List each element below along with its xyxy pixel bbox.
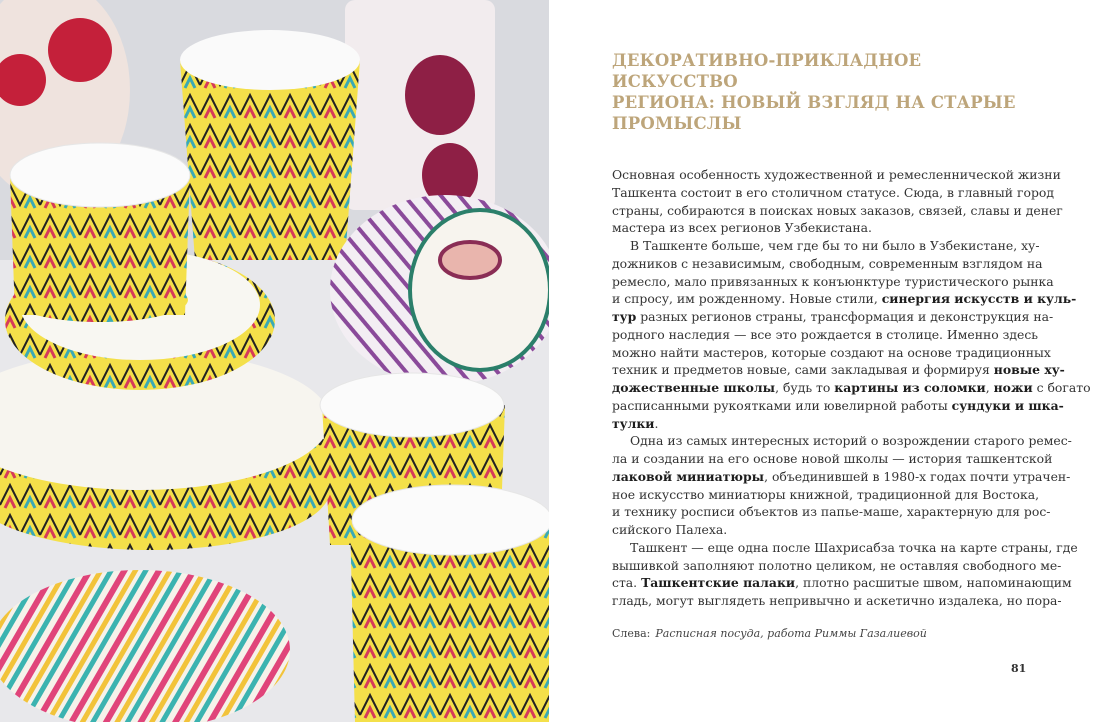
text-line bbox=[612, 521, 1020, 539]
title-line: РЕГИОНА: НОВЫЙ ВЗГЛЯД НА СТАРЫЕ bbox=[612, 93, 1016, 112]
text-line bbox=[612, 468, 1071, 486]
text-line bbox=[612, 344, 1051, 362]
text-line bbox=[612, 237, 1040, 255]
text-run: . bbox=[654, 415, 659, 431]
text-run: разных регионов страны, трансформация и деконструкция на- bbox=[636, 309, 1054, 324]
caption-label: Слева: bbox=[612, 627, 651, 640]
text-run: страны, собираются в поисках новых заказов, связей, славы и денег bbox=[612, 202, 1063, 218]
text-run: сийского Палеха. bbox=[612, 522, 728, 537]
text-line bbox=[612, 379, 1091, 397]
text-run: ста. bbox=[612, 575, 642, 591]
text-line bbox=[612, 166, 1061, 184]
text-run: гладь, могут выглядеть непривычно и аскетично издалека, но пора- bbox=[612, 593, 1062, 608]
text-line bbox=[612, 592, 1062, 610]
section-title bbox=[612, 50, 1032, 134]
bold-term: сундуки и шка- bbox=[951, 397, 1064, 413]
text-run: Ташкент — еще одна после Шахрисабза точка на карте страны, где bbox=[630, 539, 1078, 555]
text-line bbox=[612, 219, 1020, 237]
text-run: Основная особенность художественной и ремесленнической жизни bbox=[612, 167, 1061, 182]
text-line bbox=[612, 503, 1051, 521]
text-run: В Ташкенте больше, чем где бы то ни было в Узбекистане, ху- bbox=[630, 238, 1040, 253]
text-run: родного наследия — все это рождается в столице. Именно здесь bbox=[612, 326, 1039, 342]
text-run: ремесло, мало привязанных к конъюнктуре туристического рынка bbox=[612, 273, 1054, 289]
text-line bbox=[612, 415, 1020, 433]
photo-painted-tableware bbox=[0, 0, 549, 722]
text-line bbox=[612, 397, 1064, 415]
caption-text: Расписная посуда, работа Риммы Газалиевой bbox=[655, 627, 927, 640]
text-line bbox=[612, 326, 1039, 344]
text-line bbox=[612, 486, 1040, 504]
page-number: 81 bbox=[1011, 662, 1027, 675]
text-run: ное искусство миниатюры книжной, традиционной для Востока, bbox=[612, 486, 1040, 502]
text-run: и спросу, им рожденному. Новые стили, bbox=[612, 291, 882, 307]
text-run: с богато bbox=[1032, 380, 1091, 395]
bold-term: картины из соломки bbox=[834, 380, 986, 395]
text-run: вышивкой заполняют полотно целиком, не оставляя свободного ме- bbox=[612, 557, 1062, 573]
tableware-illustration bbox=[0, 0, 549, 722]
bold-term: новые ху- bbox=[993, 362, 1065, 378]
text-run: можно найти мастеров, которые создают на основе традиционных bbox=[612, 344, 1051, 360]
title-line: ДЕКОРАТИВНО-ПРИКЛАДНОЕ ИСКУССТВО bbox=[612, 51, 922, 91]
text-run: , объединившей в 1980-х годах почти утрачен- bbox=[764, 468, 1071, 484]
text-run: дожников с независимым, свободным, современным взглядом на bbox=[612, 255, 1043, 271]
text-line bbox=[612, 290, 1077, 308]
text-line bbox=[612, 202, 1063, 220]
text-line bbox=[612, 273, 1054, 291]
text-run: , будь то bbox=[775, 380, 835, 395]
text-run: , bbox=[985, 380, 994, 395]
bold-term: ножи bbox=[993, 380, 1033, 395]
text-line bbox=[612, 255, 1043, 273]
text-run: Одна из самых интересных историй о возрождении старого ремес- bbox=[630, 433, 1072, 449]
text-line bbox=[612, 432, 1072, 450]
text-line bbox=[612, 308, 1054, 326]
text-line bbox=[612, 184, 1054, 202]
text-run: расписанными рукоятками или ювелирной работы bbox=[612, 397, 952, 413]
text-line bbox=[612, 557, 1062, 575]
bold-term: тур bbox=[612, 309, 637, 324]
text-run: Ташкента состоит в его столичном статусе. Сюда, в главный город bbox=[612, 184, 1054, 200]
bold-term: тулки bbox=[612, 415, 655, 431]
text-run: , плотно расшитые швом, напоминающим bbox=[795, 575, 1072, 591]
text-line bbox=[612, 361, 1065, 379]
title-line: ПРОМЫСЛЫ bbox=[612, 114, 742, 133]
bold-term: лаковой миниатюры bbox=[612, 468, 765, 484]
book-page bbox=[549, 0, 1100, 722]
photo-caption bbox=[612, 627, 927, 640]
body-text bbox=[612, 166, 1091, 610]
bold-term: дожественные школы bbox=[612, 380, 776, 395]
text-run: мастера из всех регионов Узбекистана. bbox=[612, 220, 872, 236]
text-run: техник и предметов новые, сами закладывая и формируя bbox=[612, 362, 994, 378]
text-line bbox=[612, 539, 1078, 557]
bold-term: Ташкентские палаки bbox=[641, 575, 796, 591]
text-line bbox=[612, 450, 1053, 468]
text-run: и технику росписи объектов из папье-маше, характерную для рос- bbox=[612, 504, 1051, 520]
text-run: ла и создании на его основе новой школы — история ташкентской bbox=[612, 451, 1053, 466]
text-line bbox=[612, 574, 1072, 592]
bold-term: синергия искусств и куль- bbox=[881, 291, 1077, 307]
